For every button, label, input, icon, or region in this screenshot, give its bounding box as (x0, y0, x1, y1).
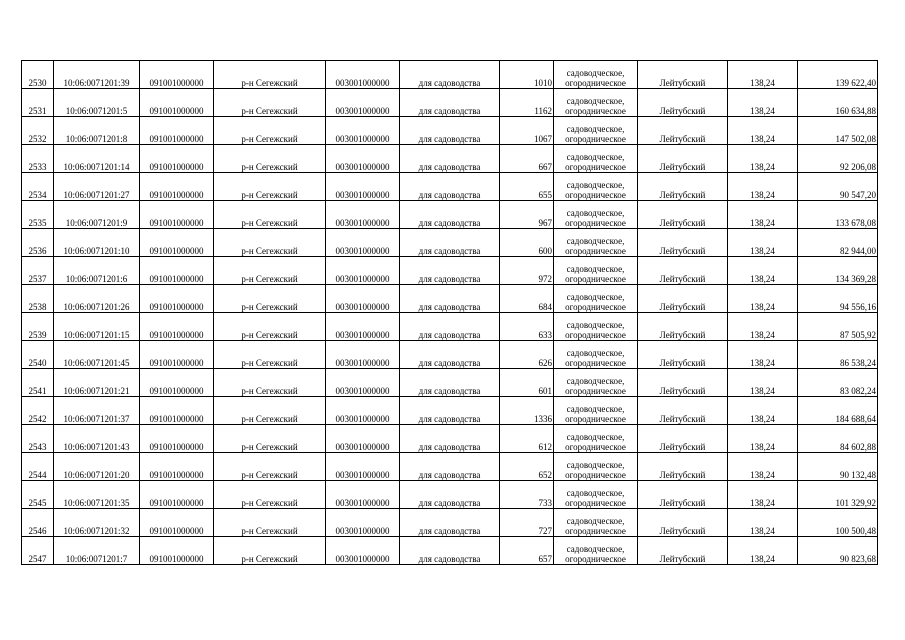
code-cell: 091001000000 (140, 117, 214, 145)
oktmo-cell: 003001000000 (326, 61, 400, 89)
location-cell: Лейтубский (638, 61, 728, 89)
table-row (22, 341, 878, 369)
category-line-2: огородническое (565, 498, 626, 508)
category-line-1: садоводческое, (566, 460, 625, 470)
rate-cell: 138,24 (728, 173, 798, 201)
table-row (22, 257, 878, 285)
permitted-use-cell: для садоводства (400, 117, 500, 145)
category-cell (554, 229, 638, 257)
code-cell: 091001000000 (140, 537, 214, 565)
cadastral-number-cell: 10:06:0071201:7 (54, 537, 140, 565)
category-line-1: садоводческое, (566, 124, 625, 134)
category-line-2: огородническое (565, 330, 626, 340)
rate-cell: 138,24 (728, 313, 798, 341)
category-line-2: огородническое (565, 246, 626, 256)
row-number-cell: 2542 (22, 397, 54, 425)
code-cell: 091001000000 (140, 369, 214, 397)
location-cell: Лейтубский (638, 257, 728, 285)
oktmo-cell: 003001000000 (326, 369, 400, 397)
district-cell: р-н Сегежский (214, 285, 326, 313)
category-line-2: огородническое (565, 414, 626, 424)
location-cell: Лейтубский (638, 453, 728, 481)
location-cell: Лейтубский (638, 229, 728, 257)
table-row (22, 229, 878, 257)
code-cell: 091001000000 (140, 397, 214, 425)
area-cell: 733 (500, 481, 554, 509)
location-cell: Лейтубский (638, 89, 728, 117)
rate-cell: 138,24 (728, 453, 798, 481)
district-cell: р-н Сегежский (214, 481, 326, 509)
category-line-2: огородническое (565, 190, 626, 200)
cadastral-value-cell: 94 556,16 (798, 285, 878, 313)
category-line-1: садоводческое, (566, 404, 625, 414)
permitted-use-cell: для садоводства (400, 89, 500, 117)
oktmo-cell: 003001000000 (326, 173, 400, 201)
category-line-2: огородническое (565, 386, 626, 396)
category-cell (554, 537, 638, 565)
code-cell: 091001000000 (140, 89, 214, 117)
district-cell: р-н Сегежский (214, 313, 326, 341)
district-cell: р-н Сегежский (214, 257, 326, 285)
row-number-cell: 2533 (22, 145, 54, 173)
category-cell (554, 425, 638, 453)
permitted-use-cell: для садоводства (400, 229, 500, 257)
oktmo-cell: 003001000000 (326, 201, 400, 229)
oktmo-cell: 003001000000 (326, 453, 400, 481)
rate-cell: 138,24 (728, 481, 798, 509)
district-cell: р-н Сегежский (214, 117, 326, 145)
permitted-use-cell: для садоводства (400, 61, 500, 89)
category-line-1: садоводческое, (566, 488, 625, 498)
code-cell: 091001000000 (140, 509, 214, 537)
oktmo-cell: 003001000000 (326, 257, 400, 285)
rate-cell: 138,24 (728, 145, 798, 173)
table-row (22, 117, 878, 145)
row-number-cell: 2539 (22, 313, 54, 341)
permitted-use-cell: для садоводства (400, 173, 500, 201)
cadastral-value-cell: 133 678,08 (798, 201, 878, 229)
category-cell (554, 509, 638, 537)
location-cell: Лейтубский (638, 397, 728, 425)
district-cell: р-н Сегежский (214, 425, 326, 453)
row-number-cell: 2541 (22, 369, 54, 397)
rate-cell: 138,24 (728, 229, 798, 257)
area-cell: 1010 (500, 61, 554, 89)
location-cell: Лейтубский (638, 285, 728, 313)
category-line-2: огородническое (565, 554, 626, 564)
oktmo-cell: 003001000000 (326, 229, 400, 257)
area-cell: 601 (500, 369, 554, 397)
cadastral-value-cell: 147 502,08 (798, 117, 878, 145)
location-cell: Лейтубский (638, 509, 728, 537)
category-line-2: огородническое (565, 78, 626, 88)
row-number-cell: 2538 (22, 285, 54, 313)
area-cell: 1162 (500, 89, 554, 117)
district-cell: р-н Сегежский (214, 89, 326, 117)
permitted-use-cell: для садоводства (400, 257, 500, 285)
category-cell (554, 201, 638, 229)
area-cell: 600 (500, 229, 554, 257)
district-cell: р-н Сегежский (214, 229, 326, 257)
category-line-2: огородническое (565, 302, 626, 312)
cadastral-number-cell: 10:06:0071201:35 (54, 481, 140, 509)
table-row (22, 537, 878, 565)
area-cell: 1067 (500, 117, 554, 145)
oktmo-cell: 003001000000 (326, 537, 400, 565)
rate-cell: 138,24 (728, 397, 798, 425)
district-cell: р-н Сегежский (214, 201, 326, 229)
cadastral-value-cell: 134 369,28 (798, 257, 878, 285)
table-row (22, 173, 878, 201)
category-line-2: огородническое (565, 218, 626, 228)
row-number-cell: 2531 (22, 89, 54, 117)
oktmo-cell: 003001000000 (326, 509, 400, 537)
area-cell: 612 (500, 425, 554, 453)
cadastral-number-cell: 10:06:0071201:39 (54, 61, 140, 89)
permitted-use-cell: для садоводства (400, 537, 500, 565)
cadastral-value-cell: 82 944,00 (798, 229, 878, 257)
rate-cell: 138,24 (728, 369, 798, 397)
area-cell: 727 (500, 509, 554, 537)
location-cell: Лейтубский (638, 537, 728, 565)
rate-cell: 138,24 (728, 285, 798, 313)
category-line-2: огородническое (565, 274, 626, 284)
row-number-cell: 2530 (22, 61, 54, 89)
area-cell: 967 (500, 201, 554, 229)
land-plots-table (21, 60, 878, 565)
row-number-cell: 2547 (22, 537, 54, 565)
code-cell: 091001000000 (140, 341, 214, 369)
table-row (22, 425, 878, 453)
category-cell (554, 481, 638, 509)
area-cell: 633 (500, 313, 554, 341)
cadastral-number-cell: 10:06:0071201:43 (54, 425, 140, 453)
category-cell (554, 89, 638, 117)
category-line-1: садоводческое, (566, 180, 625, 190)
cadastral-number-cell: 10:06:0071201:26 (54, 285, 140, 313)
row-number-cell: 2532 (22, 117, 54, 145)
category-line-1: садоводческое, (566, 516, 625, 526)
cadastral-number-cell: 10:06:0071201:6 (54, 257, 140, 285)
area-cell: 684 (500, 285, 554, 313)
oktmo-cell: 003001000000 (326, 481, 400, 509)
cadastral-value-cell: 100 500,48 (798, 509, 878, 537)
cadastral-value-cell: 84 602,88 (798, 425, 878, 453)
permitted-use-cell: для садоводства (400, 145, 500, 173)
cadastral-value-cell: 101 329,92 (798, 481, 878, 509)
permitted-use-cell: для садоводства (400, 285, 500, 313)
table-row (22, 453, 878, 481)
table-row (22, 145, 878, 173)
oktmo-cell: 003001000000 (326, 397, 400, 425)
rate-cell: 138,24 (728, 257, 798, 285)
location-cell: Лейтубский (638, 425, 728, 453)
code-cell: 091001000000 (140, 425, 214, 453)
district-cell: р-н Сегежский (214, 341, 326, 369)
cadastral-value-cell: 90 132,48 (798, 453, 878, 481)
row-number-cell: 2536 (22, 229, 54, 257)
location-cell: Лейтубский (638, 201, 728, 229)
table-row (22, 397, 878, 425)
rate-cell: 138,24 (728, 341, 798, 369)
category-line-1: садоводческое, (566, 376, 625, 386)
code-cell: 091001000000 (140, 229, 214, 257)
code-cell: 091001000000 (140, 201, 214, 229)
category-cell (554, 173, 638, 201)
rate-cell: 138,24 (728, 89, 798, 117)
permitted-use-cell: для садоводства (400, 397, 500, 425)
cadastral-number-cell: 10:06:0071201:27 (54, 173, 140, 201)
cadastral-number-cell: 10:06:0071201:21 (54, 369, 140, 397)
category-line-1: садоводческое, (566, 208, 625, 218)
category-cell (554, 145, 638, 173)
category-cell (554, 285, 638, 313)
code-cell: 091001000000 (140, 453, 214, 481)
area-cell: 626 (500, 341, 554, 369)
area-cell: 657 (500, 537, 554, 565)
row-number-cell: 2534 (22, 173, 54, 201)
district-cell: р-н Сегежский (214, 145, 326, 173)
category-line-2: огородническое (565, 358, 626, 368)
category-cell (554, 313, 638, 341)
location-cell: Лейтубский (638, 369, 728, 397)
district-cell: р-н Сегежский (214, 173, 326, 201)
area-cell: 972 (500, 257, 554, 285)
category-line-1: садоводческое, (566, 96, 625, 106)
cadastral-number-cell: 10:06:0071201:10 (54, 229, 140, 257)
cadastral-number-cell: 10:06:0071201:5 (54, 89, 140, 117)
rate-cell: 138,24 (728, 537, 798, 565)
district-cell: р-н Сегежский (214, 509, 326, 537)
category-line-1: садоводческое, (566, 432, 625, 442)
category-line-1: садоводческое, (566, 292, 625, 302)
oktmo-cell: 003001000000 (326, 425, 400, 453)
category-line-2: огородническое (565, 442, 626, 452)
permitted-use-cell: для садоводства (400, 481, 500, 509)
location-cell: Лейтубский (638, 313, 728, 341)
permitted-use-cell: для садоводства (400, 313, 500, 341)
permitted-use-cell: для садоводства (400, 453, 500, 481)
cadastral-value-cell: 90 547,20 (798, 173, 878, 201)
category-line-2: огородническое (565, 526, 626, 536)
code-cell: 091001000000 (140, 285, 214, 313)
category-line-1: садоводческое, (566, 264, 625, 274)
location-cell: Лейтубский (638, 481, 728, 509)
category-line-1: садоводческое, (566, 152, 625, 162)
row-number-cell: 2543 (22, 425, 54, 453)
cadastral-value-cell: 139 622,40 (798, 61, 878, 89)
cadastral-number-cell: 10:06:0071201:15 (54, 313, 140, 341)
district-cell: р-н Сегежский (214, 397, 326, 425)
permitted-use-cell: для садоводства (400, 201, 500, 229)
cadastral-value-cell: 87 505,92 (798, 313, 878, 341)
category-cell (554, 453, 638, 481)
permitted-use-cell: для садоводства (400, 425, 500, 453)
area-cell: 667 (500, 145, 554, 173)
location-cell: Лейтубский (638, 145, 728, 173)
row-number-cell: 2545 (22, 481, 54, 509)
area-cell: 655 (500, 173, 554, 201)
table-row (22, 285, 878, 313)
code-cell: 091001000000 (140, 145, 214, 173)
row-number-cell: 2544 (22, 453, 54, 481)
district-cell: р-н Сегежский (214, 453, 326, 481)
table-row (22, 61, 878, 89)
category-cell (554, 397, 638, 425)
category-cell (554, 341, 638, 369)
category-line-2: огородническое (565, 162, 626, 172)
category-cell (554, 257, 638, 285)
location-cell: Лейтубский (638, 341, 728, 369)
table-row (22, 313, 878, 341)
cadastral-value-cell: 83 082,24 (798, 369, 878, 397)
rate-cell: 138,24 (728, 201, 798, 229)
category-line-2: огородническое (565, 106, 626, 116)
category-line-1: садоводческое, (566, 544, 625, 554)
code-cell: 091001000000 (140, 313, 214, 341)
category-line-1: садоводческое, (566, 68, 625, 78)
cadastral-number-cell: 10:06:0071201:9 (54, 201, 140, 229)
oktmo-cell: 003001000000 (326, 145, 400, 173)
cadastral-value-cell: 160 634,88 (798, 89, 878, 117)
code-cell: 091001000000 (140, 257, 214, 285)
district-cell: р-н Сегежский (214, 537, 326, 565)
row-number-cell: 2535 (22, 201, 54, 229)
cadastral-number-cell: 10:06:0071201:20 (54, 453, 140, 481)
category-cell (554, 61, 638, 89)
rate-cell: 138,24 (728, 117, 798, 145)
table-row (22, 509, 878, 537)
oktmo-cell: 003001000000 (326, 89, 400, 117)
area-cell: 652 (500, 453, 554, 481)
oktmo-cell: 003001000000 (326, 313, 400, 341)
cadastral-number-cell: 10:06:0071201:37 (54, 397, 140, 425)
cadastral-number-cell: 10:06:0071201:8 (54, 117, 140, 145)
permitted-use-cell: для садоводства (400, 369, 500, 397)
permitted-use-cell: для садоводства (400, 341, 500, 369)
category-line-1: садоводческое, (566, 320, 625, 330)
cadastral-number-cell: 10:06:0071201:14 (54, 145, 140, 173)
category-line-1: садоводческое, (566, 348, 625, 358)
oktmo-cell: 003001000000 (326, 117, 400, 145)
table-row (22, 369, 878, 397)
table-row (22, 201, 878, 229)
oktmo-cell: 003001000000 (326, 341, 400, 369)
category-line-1: садоводческое, (566, 236, 625, 246)
rate-cell: 138,24 (728, 61, 798, 89)
code-cell: 091001000000 (140, 61, 214, 89)
cadastral-value-cell: 92 206,08 (798, 145, 878, 173)
row-number-cell: 2540 (22, 341, 54, 369)
location-cell: Лейтубский (638, 117, 728, 145)
category-cell (554, 369, 638, 397)
rate-cell: 138,24 (728, 509, 798, 537)
cadastral-value-cell: 86 538,24 (798, 341, 878, 369)
code-cell: 091001000000 (140, 481, 214, 509)
category-cell (554, 117, 638, 145)
table-row (22, 89, 878, 117)
cadastral-value-cell: 90 823,68 (798, 537, 878, 565)
cadastral-number-cell: 10:06:0071201:45 (54, 341, 140, 369)
oktmo-cell: 003001000000 (326, 285, 400, 313)
rate-cell: 138,24 (728, 425, 798, 453)
permitted-use-cell: для садоводства (400, 509, 500, 537)
area-cell: 1336 (500, 397, 554, 425)
category-line-2: огородническое (565, 470, 626, 480)
district-cell: р-н Сегежский (214, 61, 326, 89)
district-cell: р-н Сегежский (214, 369, 326, 397)
code-cell: 091001000000 (140, 173, 214, 201)
table-row (22, 481, 878, 509)
table-body (22, 61, 878, 565)
category-line-2: огородническое (565, 134, 626, 144)
location-cell: Лейтубский (638, 173, 728, 201)
cadastral-value-cell: 184 688,64 (798, 397, 878, 425)
cadastral-number-cell: 10:06:0071201:32 (54, 509, 140, 537)
row-number-cell: 2537 (22, 257, 54, 285)
row-number-cell: 2546 (22, 509, 54, 537)
